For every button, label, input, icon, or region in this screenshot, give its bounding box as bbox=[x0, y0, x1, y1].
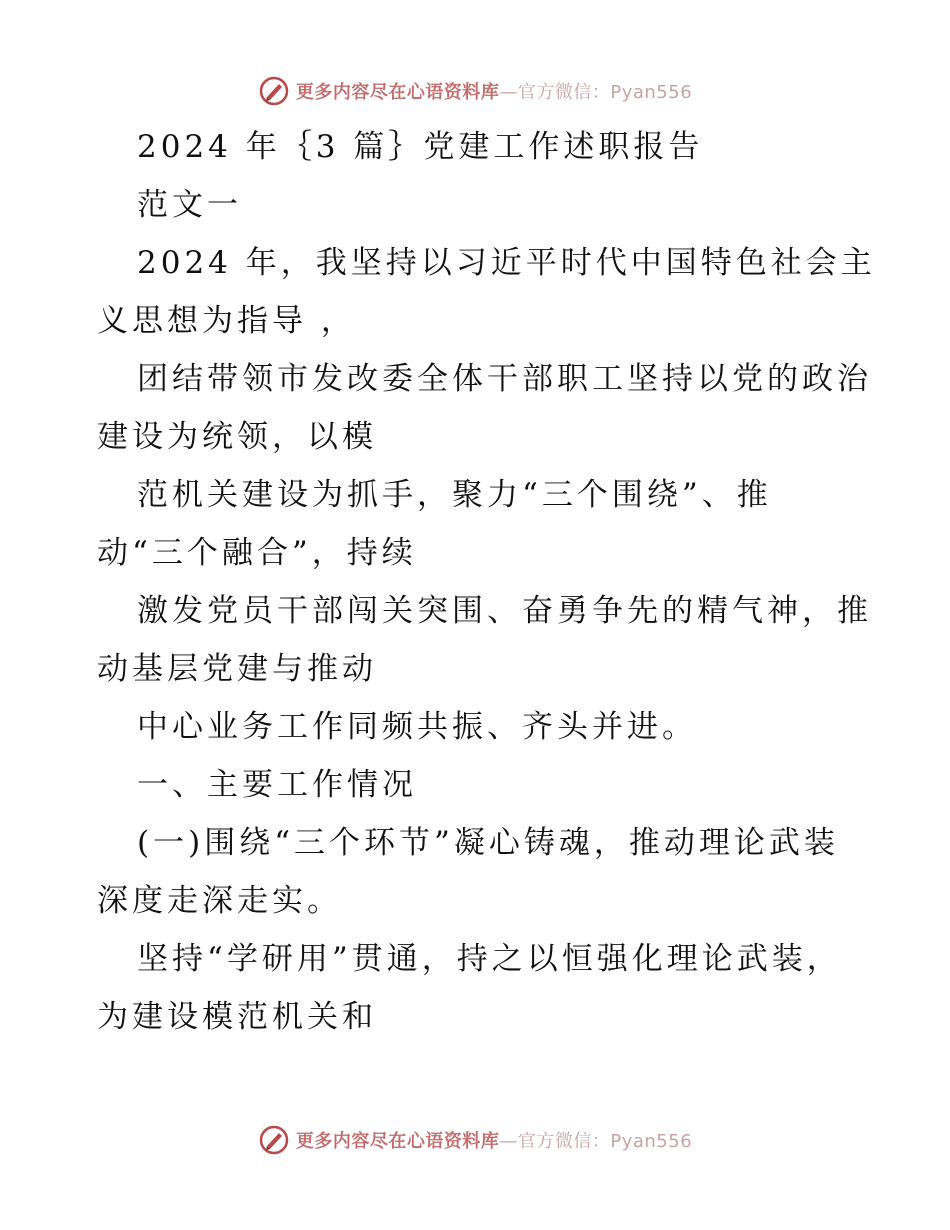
paragraph-line: 深度走深走实。 bbox=[97, 883, 342, 919]
doc-subtitle: 范文一 bbox=[137, 187, 242, 223]
header-watermark bbox=[0, 71, 950, 111]
watermark-contact: —官方微信：Pyan556 bbox=[499, 1131, 693, 1152]
paragraph-line: 义思想为指导 ， bbox=[97, 303, 356, 339]
document-body bbox=[97, 118, 876, 1046]
paragraph-line: 动“三个融合”，持续 bbox=[97, 535, 417, 571]
paragraph-line: 团结带领市发改委全体干部职工坚持以党的政治 bbox=[137, 361, 872, 397]
section-heading: 一、主要工作情况 bbox=[137, 767, 417, 803]
watermark-contact: —官方微信：Pyan556 bbox=[499, 82, 693, 103]
subsection-heading: (一)围绕“三个环节”凝心铸魂，推动理论武装 bbox=[137, 825, 839, 861]
pen-logo-icon bbox=[258, 1124, 290, 1156]
footer-watermark bbox=[0, 1120, 950, 1160]
paragraph-line: 激发党员干部闯关突围、奋勇争先的精气神，推 bbox=[137, 593, 872, 629]
paragraph-line: 范机关建设为抓手，聚力“三个围绕”、推 bbox=[137, 477, 772, 513]
paragraph-line: 建设为统领，以模 bbox=[97, 419, 377, 455]
paragraph-line: 为建设模范机关和 bbox=[97, 999, 377, 1035]
doc-title: 2024 年｛3 篇｝党建工作述职报告 bbox=[137, 129, 704, 165]
paragraph-line: 动基层党建与推动 bbox=[97, 651, 377, 687]
paragraph-line: 坚持“学研用”贯通，持之以恒强化理论武装， bbox=[137, 941, 842, 977]
paragraph-line: 2024 年，我坚持以习近平时代中国特色社会主 bbox=[137, 245, 876, 281]
paragraph-line: 中心业务工作同频共振、齐头并进。 bbox=[137, 709, 697, 745]
watermark-brand: 更多内容尽在心语资料库 bbox=[295, 1131, 500, 1152]
pen-logo-icon bbox=[258, 75, 290, 107]
watermark-brand: 更多内容尽在心语资料库 bbox=[295, 82, 500, 103]
